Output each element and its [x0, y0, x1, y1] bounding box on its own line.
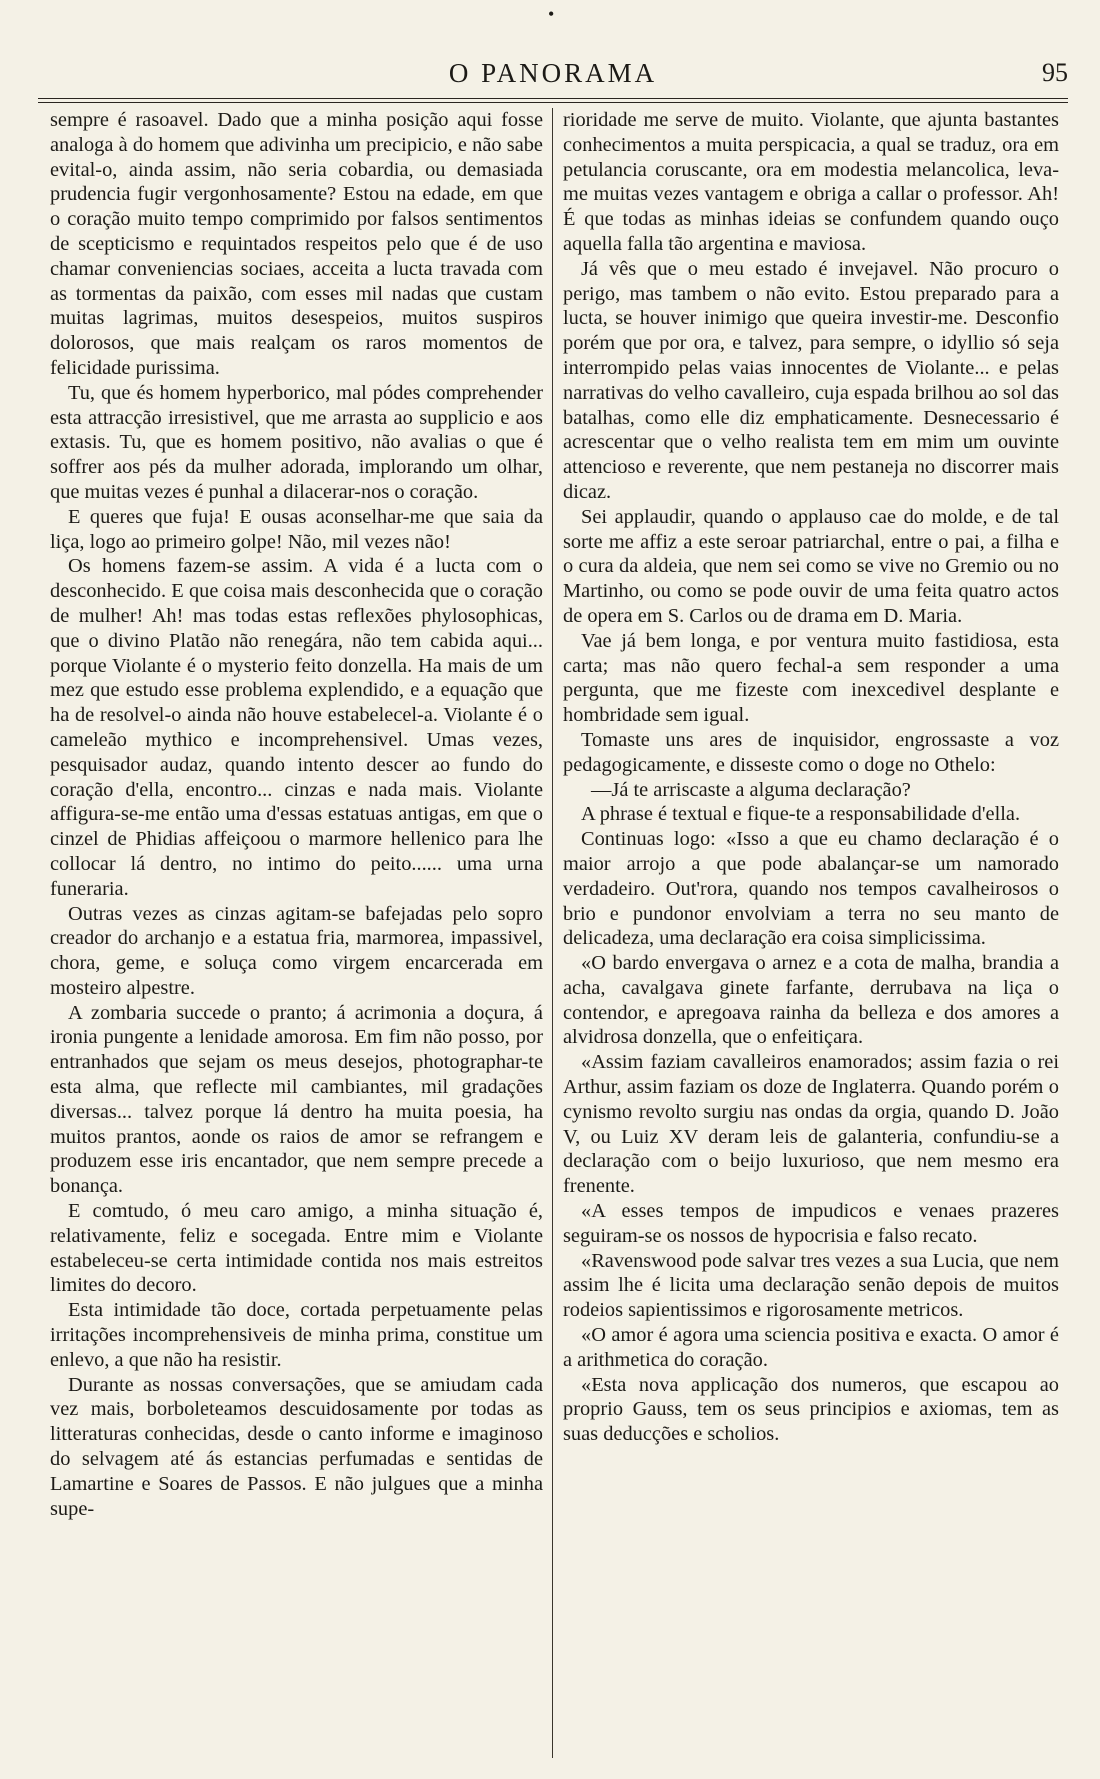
paragraph: Continuas logo: «Isso a que eu chamo declaração é o maior arrojo a que pode abalançar-se um namorado verdadeiro. Out'rora, quando nos tempos cavalheirosos o brio e pundonor envolviam a terra no seu manto de delicadeza, uma declaração era coisa simplicissima.	[563, 828, 1059, 950]
quoted-question: —Já te arriscaste a alguma declaração?	[591, 778, 911, 801]
paragraph: «Ravenswood pode salvar tres vezes a sua Lucia, que nem assim lhe é licita uma declaração senão depois de muitos rodeios sapientissimos e rigorosamente metricos.	[563, 1249, 1059, 1322]
paragraph: Já vês que o meu estado é invejavel. Não procuro o perigo, mas tambem o não evito. Estou preparado para a lucta, se houver inimigo que queira investir-me. Desconfio porém que por ora, e talvez, para sempre, o idyllio só seja interrompido pelas vaias innocentes de Violante... e pelas narrativas do velho cavalleiro, cuja espada brilhou ao sol das batalhas, como elle diz emphaticamente. Desnecessario é acrescentar que o velho realista tem em mim um ouvinte attencioso e reverente, que nem pestaneja no discorrer mais dicaz.	[563, 257, 1059, 503]
right-column	[563, 108, 1059, 1776]
publication-title: O PANORAMA	[448, 58, 658, 88]
paragraph: «O bardo envergava o arnez e a cota de malha, brandia a acha, cavalgava ginete farfante, derrubava na liça o contendor, e apregoava rainha da belleza e dos amores a alvidrosa donzella, que o enfeitiçara.	[563, 952, 1059, 1049]
paragraph: «O amor é agora uma sciencia positiva e exacta. O amor é a arithmetica do coração.	[563, 1324, 1059, 1371]
paragraph: sempre é rasoavel. Dado que a minha posição aqui fosse analoga à do homem que adivinha um precipicio, e não sabe evital-o, ainda assim, não seria cobardia, ou demasiada prudencia fugir vergonhosamente? Estou na edade, em que o coração muito tempo comprimido por falsos sentimentos de scepticismo e requintados respeitos pelo que é de uso chamar conveniencias sociaes, acceita a lucta travada com as tormentas da paixão, com esses mil nadas que custam muitas lagrimas, muitos desespeios, muitos suspiros dolorosos, que mais realçam os raros momentos de felicidade purissima.	[50, 109, 543, 379]
ink-stain: •	[548, 4, 555, 24]
header-rule-bottom	[38, 102, 1068, 103]
paragraph: Sei applaudir, quando o applauso cae do molde, e de tal sorte me affiz a este seroar patriarchal, entre o pai, a filha e o cura da aldeia, que nem sei como se vive no Gremio ou no Martinho, ou como se pode ouvir de uma feita quatro actos de opera em S. Carlos ou de drama em D. Maria.	[563, 505, 1059, 627]
paragraph: Outras vezes as cinzas agitam-se bafejadas pelo sopro creador do archanjo e a estatua fria, marmorea, impassivel, chora, geme, e soluça como virgem encarcerada em mosteiro alpestre.	[50, 902, 543, 999]
paragraph: «Esta nova applicação dos numeros, que escapou ao proprio Gauss, tem os seus principios e axiomas, tem as suas deducções e scholios.	[563, 1373, 1059, 1446]
left-column	[50, 108, 543, 1776]
paragraph: A zombaria succede o pranto; á acrimonia a doçura, á ironia pungente a lenidade amorosa. Em fim não posso, por entranhados que sejam os meus desejos, photographar-te esta alma, que reflecte mil cambiantes, mil gradações diversas... talvez porque lá dentro ha muita poesia, ha muitos prantos, aonde os raios de amor se refrangem e produzem esse iris encantador, que nem sempre precede a bonança.	[50, 1001, 543, 1198]
column-divider	[552, 108, 553, 1758]
paragraph: Tomaste uns ares de inquisidor, engrossaste a voz pedagogicamente, e disseste como o doge no Othelo:	[563, 728, 1059, 776]
paragraph: E queres que fuja! E ousas aconselhar-me que saia da liça, logo ao primeiro golpe! Não, mil vezes não!	[50, 505, 543, 553]
paragraph: A phrase é textual e fique-te a responsabilidade d'ella.	[581, 803, 1021, 826]
paragraph: Os homens fazem-se assim. A vida é a lucta com o desconhecido. E que coisa mais desconhecida que o coração de mulher! Ah! mas todas estas reflexões phylosophicas, que o divino Platão não renegára, não tem cabida aqui... porque Violante é o mysterio feito donzella. Ha mais de um mez que estudo esse problema explendido, e a equação que ha de resolvel-o ainda não houve estabelecel-a. Violante é o cameleão mythico e incomprehensivel. Umas vezes, pesquisador audaz, quando intento descer ao fundo do coração d'ella, encontro... cinzas e nada mais. Violante affigura-se-me então uma d'essas estatuas antigas, em que o cinzel de Phidias affeiçoou o marmore hellenico para lhe collocar lá dentro, no intimo do peito...... uma urna funeraria.	[50, 555, 543, 900]
header-rule-top	[38, 98, 1068, 99]
page-number: 95	[1042, 58, 1068, 87]
paragraph: Durante as nossas conversações, que se amiudam cada vez mais, borboleteamos descuidosamente por todas as litteraturas conhecidas, desde o canto informe e imaginoso do selvagem até ás estancias perfumadas e sentidas de Lamartine e Soares de Passos. E não julgues que a minha supe-	[50, 1373, 543, 1520]
paragraph: Esta intimidade tão doce, cortada perpetuamente pelas irritações incomprehensiveis de minha prima, constitue um enlevo, a que não ha resistir.	[50, 1299, 543, 1371]
paragraph: E comtudo, ó meu caro amigo, a minha situação é, relativamente, feliz e socegada. Entre mim e Violante estabeleceu-se certa intimidade contida nos mais estreitos limites do decoro.	[50, 1200, 543, 1297]
paragraph: «Assim faziam cavalleiros enamorados; assim fazia o rei Arthur, assim faziam os doze de Inglaterra. Quando porém o cynismo revolto surgiu nas ondas da orgia, quando D. João V, ou Luiz XV deram leis de galanteria, confundiu-se a declaração com o beijo luxurioso, que nem mesmo era frenente.	[563, 1051, 1059, 1198]
paragraph: Vae já bem longa, e por ventura muito fastidiosa, esta carta; mas não quero fechal-a sem responder a uma pergunta, que me fizeste com inexcedivel desplante e hombridade sem igual.	[563, 629, 1059, 727]
paragraph: Tu, que és homem hyperborico, mal pódes comprehender esta attracção irresistivel, que me arrasta ao supplicio e aos extasis. Tu, que es homem positivo, não avalias o que é soffrer aos pés da mulher adorada, implorando um olhar, que muitas vezes é punhal a dilacerar-nos o coração.	[50, 381, 543, 503]
paragraph: rioridade me serve de muito. Violante, que ajunta bastantes conhecimentos a muita perspicacia, a qual se traduz, ora em petulancia coruscante, ora em modestia melancolica, leva-me muitas vezes vantagem e obriga a callar o professor. Ah! É que todas as minhas ideias se confundem quando ouço aquella falla tão argentina e maviosa.	[563, 109, 1059, 255]
page-header	[38, 54, 1068, 94]
paragraph: «A esses tempos de impudicos e venaes prazeres seguiram-se os nossos de hypocrisia e falso recato.	[563, 1200, 1059, 1247]
